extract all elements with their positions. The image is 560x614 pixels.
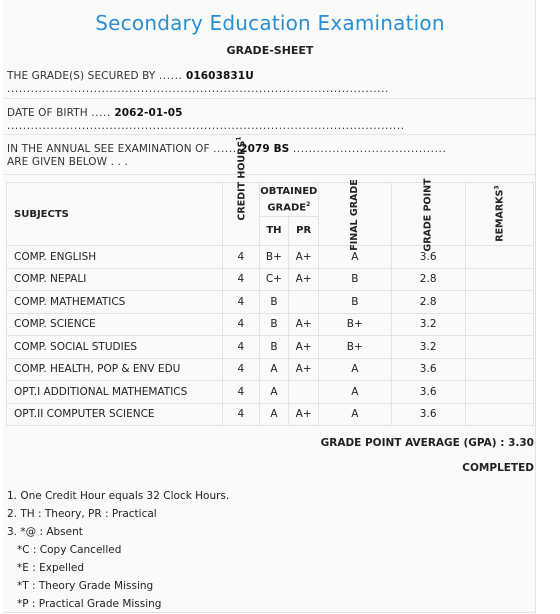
cell-pr <box>289 291 319 314</box>
footnote-line: *E : Expelled <box>17 562 85 574</box>
footnote-line: 3. *@ : Absent <box>7 526 83 538</box>
cell-credit: 4 <box>223 291 260 314</box>
dob-field <box>7 107 537 133</box>
gpa-value: 3.30 <box>508 437 534 449</box>
cell-subject: COMP. MATHEMATICS <box>7 291 223 314</box>
dob-lead-dots: ..... <box>91 107 111 119</box>
cell-th: A <box>259 358 289 381</box>
footnote-line: *T : Theory Grade Missing <box>17 580 154 592</box>
footnote-line: 2. TH : Theory, PR : Practical <box>7 508 157 520</box>
symbol-number-value: 01603831U <box>185 70 254 82</box>
cell-gp: 3.6 <box>391 381 465 404</box>
cell-subject: COMP. SOCIAL STUDIES <box>7 336 223 359</box>
table-row <box>7 291 534 314</box>
divider <box>3 174 535 175</box>
gpa-label: GRADE POINT AVERAGE (GPA) : <box>320 437 505 449</box>
cell-gp: 3.2 <box>391 336 465 359</box>
cell-gp: 2.8 <box>391 291 465 314</box>
cell-subject: OPT.I ADDITIONAL MATHEMATICS <box>7 381 223 404</box>
header-remarks: REMARKS$^3$ <box>465 183 533 246</box>
cell-remarks <box>465 268 533 291</box>
table-row <box>7 268 534 291</box>
grade-secured-field <box>7 70 537 96</box>
grade-secured-lead-dots: ...... <box>158 70 183 82</box>
header-obtained-grade: OBTAINED GRADE$^2$ <box>259 183 319 217</box>
cell-final: A <box>319 381 392 404</box>
header-final-grade: FINAL GRADE <box>319 183 392 246</box>
page-subtitle: GRADE-SHEET <box>226 44 314 57</box>
cell-credit: 4 <box>223 246 260 269</box>
header-pr: PR <box>289 216 319 245</box>
cell-final: B+ <box>319 313 392 336</box>
table-row <box>7 336 534 359</box>
exam-line2: ARE GIVEN BELOW . . . <box>7 156 128 168</box>
cell-gp: 3.6 <box>391 403 465 426</box>
cell-final: A <box>319 246 392 269</box>
cell-credit: 4 <box>223 313 260 336</box>
cell-credit: 4 <box>223 403 260 426</box>
cell-pr: A+ <box>289 313 319 336</box>
header-subjects: SUBJECTS <box>7 183 223 246</box>
cell-th: A <box>259 381 289 404</box>
footnote-line: 1. One Credit Hour equals 32 Clock Hours. <box>7 490 230 502</box>
cell-final: B+ <box>319 336 392 359</box>
cell-remarks <box>465 403 533 426</box>
exam-tail-dots: ....................................... <box>292 143 447 155</box>
cell-th: B+ <box>259 246 289 269</box>
cell-gp: 3.6 <box>391 246 465 269</box>
cell-remarks <box>465 246 533 269</box>
cell-final: B <box>319 291 392 314</box>
cell-th: A <box>259 403 289 426</box>
cell-th: B <box>259 336 289 359</box>
cell-th: B <box>259 291 289 314</box>
exam-year-value: 2079 BS <box>240 143 290 155</box>
cell-subject: COMP. HEALTH, POP & ENV EDU <box>7 358 223 381</box>
cell-remarks <box>465 291 533 314</box>
cell-pr: A+ <box>289 358 319 381</box>
cell-gp: 3.2 <box>391 313 465 336</box>
header-th: TH <box>259 216 289 245</box>
page-title: Secondary Education Examination <box>95 11 445 35</box>
cell-subject: OPT.II COMPUTER SCIENCE <box>7 403 223 426</box>
cell-final: B <box>319 268 392 291</box>
cell-th: B <box>259 313 289 336</box>
cell-pr: A+ <box>289 246 319 269</box>
footnote-line: *C : Copy Cancelled <box>17 544 122 556</box>
cell-pr <box>289 381 319 404</box>
grade-secured-tail-dots: ................................................................................................. <box>7 83 389 95</box>
table-row <box>7 403 534 426</box>
header-credit-hours: CREDIT HOURS$^1$ <box>223 183 260 246</box>
cell-subject: COMP. SCIENCE <box>7 313 223 336</box>
table-row <box>7 381 534 404</box>
cell-credit: 4 <box>223 381 260 404</box>
table-row <box>7 358 534 381</box>
footnote-line: *P : Practical Grade Missing <box>17 598 162 610</box>
cell-remarks <box>465 381 533 404</box>
cell-th: C+ <box>259 268 289 291</box>
cell-final: A <box>319 403 392 426</box>
cell-credit: 4 <box>223 268 260 291</box>
grade-rows <box>7 246 534 426</box>
status-completed: COMPLETED <box>462 462 534 474</box>
exam-field <box>7 143 537 169</box>
cell-subject: COMP. NEPALI <box>7 268 223 291</box>
cell-remarks <box>465 336 533 359</box>
table-row <box>7 313 534 336</box>
cell-remarks <box>465 358 533 381</box>
dob-label: DATE OF BIRTH <box>7 107 88 119</box>
cell-pr: A+ <box>289 403 319 426</box>
cell-final: A <box>319 358 392 381</box>
cell-credit: 4 <box>223 358 260 381</box>
table-header-row <box>7 183 534 217</box>
cell-gp: 2.8 <box>391 268 465 291</box>
exam-label: IN THE ANNUAL SEE EXAMINATION OF <box>7 143 210 155</box>
grade-secured-label: THE GRADE(S) SECURED BY <box>7 70 156 82</box>
exam-lead-dots: ...... <box>213 143 237 155</box>
cell-pr: A+ <box>289 336 319 359</box>
divider <box>3 98 535 99</box>
table-row <box>7 246 534 269</box>
dob-tail-dots: ..................................................................................................... <box>7 120 405 132</box>
dob-value: 2062-01-05 <box>114 107 183 119</box>
divider <box>3 134 535 135</box>
gpa-line <box>321 437 534 449</box>
cell-remarks <box>465 313 533 336</box>
header-grade-point: GRADE POINT <box>391 183 465 246</box>
cell-pr: A+ <box>289 268 319 291</box>
cell-subject: COMP. ENGLISH <box>7 246 223 269</box>
cell-gp: 3.6 <box>391 358 465 381</box>
footnotes <box>7 487 229 613</box>
cell-credit: 4 <box>223 336 260 359</box>
